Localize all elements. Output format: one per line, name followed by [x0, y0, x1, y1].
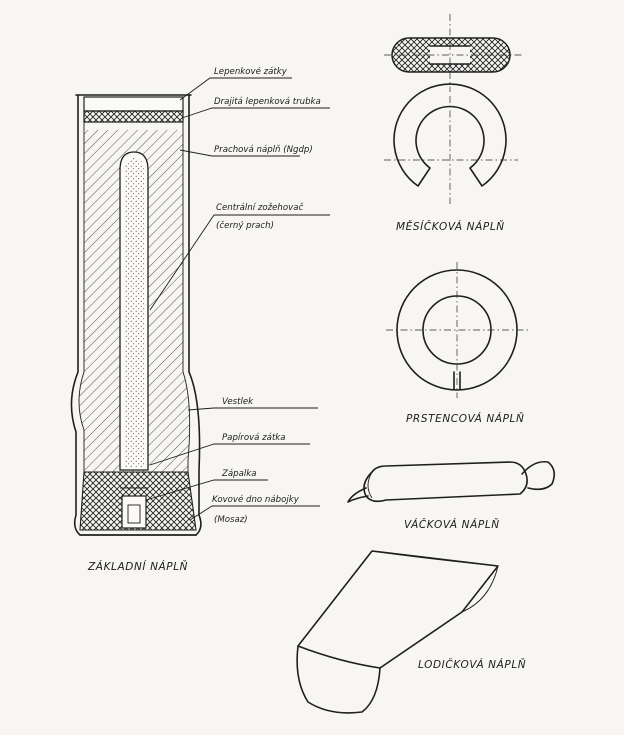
- ring-charge-figure: [386, 262, 528, 398]
- label-brass: (Mosaz): [214, 515, 248, 525]
- label-cardboard-plugs: Lepenkové zátky: [214, 67, 287, 77]
- label-vestlek: Vestlek: [222, 397, 254, 407]
- caption-basic-charge: ZÁKLADNÍ NÁPLŇ: [88, 561, 189, 573]
- cardboard-plug-lower: [84, 111, 183, 122]
- cardboard-plug-upper: [84, 97, 183, 111]
- basic-charge-cartridge: [71, 95, 200, 535]
- caption-bag-charge: VÁČKOVÁ NÁPLŇ: [404, 519, 500, 531]
- label-central-igniter: Centrální zožehovač: [216, 203, 304, 213]
- boat-charge-figure: [297, 551, 498, 713]
- bag-charge-figure: [348, 462, 554, 502]
- label-cardboard-tube: Drajitá lepenková trubka: [214, 97, 321, 107]
- caption-ring-charge: PRSTENCOVÁ NÁPLŇ: [406, 413, 525, 425]
- caption-crescent-charge: MĚSÍČKOVÁ NÁPLŇ: [396, 221, 505, 233]
- label-paper-plug: Papírová zátka: [222, 433, 286, 443]
- label-primer: Zápalka: [222, 469, 257, 479]
- crescent-charge-figure: [384, 14, 522, 204]
- label-metal-base: Kovové dno nábojky: [212, 495, 299, 505]
- caption-boat-charge: LODIČKOVÁ NÁPLŇ: [418, 659, 527, 671]
- label-black-powder: (černý prach): [216, 221, 274, 231]
- label-powder-charge: Prachová náplň (Ngdp): [214, 145, 313, 155]
